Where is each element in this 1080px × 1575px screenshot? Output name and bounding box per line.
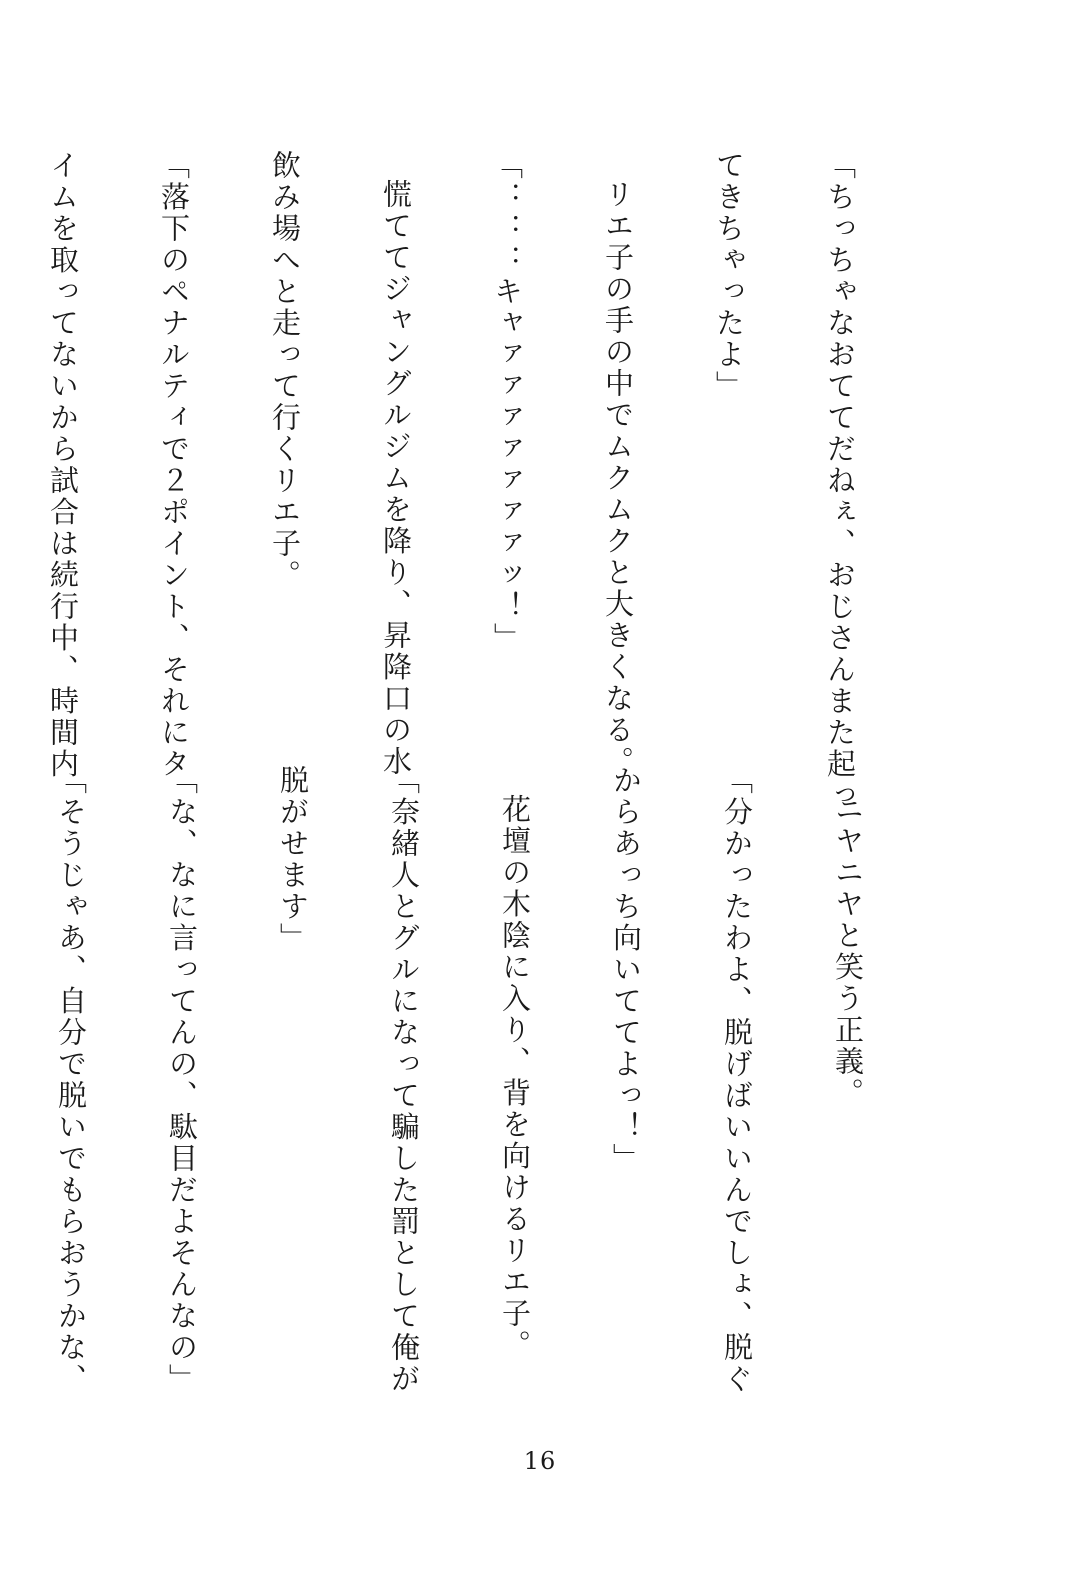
text-line: 「そうじゃあ、自分で脱いでもらおうかな、 (54, 765, 88, 1395)
text-line: 飲み場へと走って行くリエ子。 (268, 150, 302, 591)
text-line: イムを取ってないから試合は続行中、時間内 (46, 150, 80, 780)
text-line: 脱がせます」 (276, 765, 310, 954)
text-line: 「分かったわよ、脱げばいいんでしょ、脱ぐ (720, 765, 754, 1395)
text-block-top (0, 150, 932, 812)
text-line: 「な、なに言ってんの、駄目だよそんなの」 (165, 765, 199, 1395)
text-line: ニヤニヤと笑う正義。 (831, 794, 865, 1109)
text-line: からあっち向いててよっ！」 (609, 765, 643, 1175)
text-line: 慌ててジャングルジムを降り、昇降口の水 (379, 179, 413, 778)
text-line: リエ子の手の中でムクムクと大きくなる。 (601, 179, 635, 778)
text-line: 「奈緒人とグルになって騙した罰として俺が (387, 765, 421, 1395)
text-line: てきちゃったよ」 (712, 150, 746, 402)
text-line: 「落下のペナルティで２ポイント、それにタ (157, 150, 191, 780)
text-line: 「：：：キャァァァァァァァッ！」 (490, 150, 524, 654)
text-block-bottom (0, 765, 940, 1395)
text-line: 花壇の木陰に入り、背を向けるリエ子。 (498, 794, 532, 1361)
page-number: 16 (523, 1447, 557, 1475)
text-line: 「ちっちゃなおててだねぇ、おじさんまた起っ (823, 150, 857, 812)
